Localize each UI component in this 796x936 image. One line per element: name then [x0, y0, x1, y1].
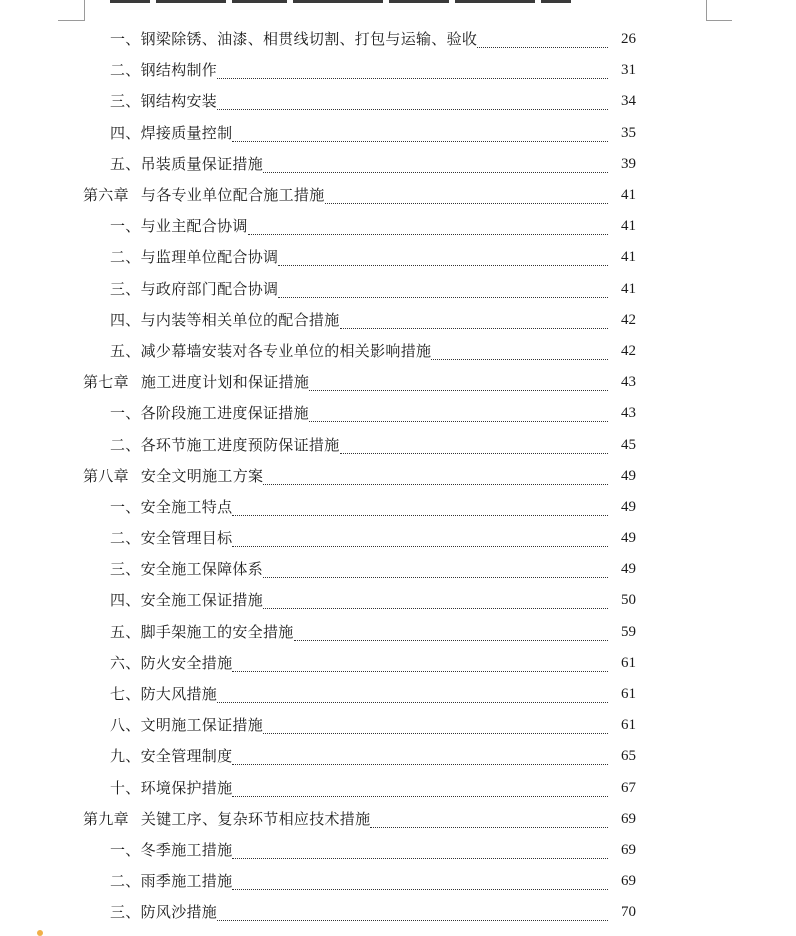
toc-dot-leader	[431, 347, 608, 360]
toc-page-number: 43	[621, 374, 636, 391]
toc-dot-leader	[309, 409, 608, 422]
toc-section-entry[interactable]	[0, 585, 796, 616]
toc-entry-label: 二、雨季施工措施	[110, 872, 233, 891]
toc-page-number: 41	[621, 218, 636, 235]
toc-entry-label: 八、文明施工保证措施	[110, 716, 264, 735]
toc-page-number: 41	[621, 187, 636, 204]
toc-section-entry[interactable]	[0, 835, 796, 866]
toc-entry-label: 一、安全施工特点	[110, 497, 233, 516]
toc-entry-label: 四、安全施工保证措施	[110, 591, 264, 610]
toc-dot-leader	[232, 129, 608, 142]
toc-entry-label: 四、焊接质量控制	[110, 123, 233, 142]
toc-page-number: 65	[621, 748, 636, 765]
toc-section-entry[interactable]	[0, 492, 796, 523]
toc-page-number: 39	[621, 155, 636, 172]
toc-page-number: 61	[621, 717, 636, 734]
toc-section-entry[interactable]	[0, 710, 796, 741]
toc-entry-label: 一、与业主配合协调	[110, 217, 248, 236]
toc-chapter-title: 与各专业单位配合施工措施	[140, 186, 325, 205]
toc-page-number: 49	[621, 498, 636, 515]
toc-section-entry[interactable]	[0, 679, 796, 710]
toc-entry-label: 三、防风沙措施	[110, 903, 218, 922]
toc-dot-leader	[294, 628, 608, 641]
toc-section-entry[interactable]	[0, 86, 796, 117]
toc-section-entry[interactable]	[0, 523, 796, 554]
toc-dot-leader	[263, 721, 608, 734]
toc-page-number: 69	[621, 873, 636, 890]
toc-dot-leader	[263, 160, 608, 173]
toc-entry-label	[83, 466, 264, 485]
toc-entry-label: 三、与政府部门配合协调	[110, 279, 279, 298]
toc-dot-leader	[278, 285, 608, 298]
toc-dot-leader	[263, 472, 608, 485]
toc-entry-label: 三、钢结构安装	[110, 92, 218, 111]
toc-chapter-entry[interactable]	[0, 804, 796, 835]
toc-section-entry[interactable]	[0, 242, 796, 273]
toc-page-number: 61	[621, 686, 636, 703]
toc-page-number: 50	[621, 592, 636, 609]
toc-page-number: 31	[621, 62, 636, 79]
toc-section-entry[interactable]	[0, 149, 796, 180]
toc-entry-label: 四、与内装等相关单位的配合措施	[110, 310, 340, 329]
toc-page-number: 67	[621, 779, 636, 796]
toc-section-entry[interactable]	[0, 55, 796, 86]
toc-dot-leader	[232, 877, 608, 890]
toc-entry-label: 六、防火安全措施	[110, 653, 233, 672]
toc-section-entry[interactable]	[0, 211, 796, 242]
toc-dot-leader	[278, 253, 608, 266]
toc-chapter-entry[interactable]	[0, 367, 796, 398]
toc-chapter-title: 施工进度计划和保证措施	[140, 373, 310, 392]
toc-dot-leader	[477, 35, 608, 48]
margin-mark-top-left-vertical	[84, 0, 85, 21]
toc-entry-label	[83, 375, 309, 390]
toc-entry-label: 三、安全施工保障体系	[110, 560, 264, 579]
toc-dot-leader	[232, 752, 608, 765]
toc-section-entry[interactable]	[0, 274, 796, 305]
margin-mark-top-right-vertical	[706, 0, 707, 21]
toc-entry-label: 二、钢结构制作	[110, 61, 218, 80]
toc-page-number: 49	[621, 561, 636, 578]
toc-dot-leader	[217, 690, 608, 703]
toc-page-number: 49	[621, 467, 636, 484]
toc-page-number: 34	[621, 93, 636, 110]
toc-dot-leader	[263, 565, 608, 578]
toc-page-number: 35	[621, 124, 636, 141]
toc-section-entry[interactable]	[0, 897, 796, 928]
toc-section-entry[interactable]	[0, 741, 796, 772]
table-of-contents	[0, 24, 796, 928]
toc-section-entry[interactable]	[0, 866, 796, 897]
toc-entry-label: 二、各环节施工进度预防保证措施	[110, 435, 340, 454]
toc-dot-leader	[325, 191, 608, 204]
toc-section-entry[interactable]	[0, 305, 796, 336]
toc-page-number: 59	[621, 623, 636, 640]
toc-section-entry[interactable]	[0, 429, 796, 460]
toc-section-entry[interactable]	[0, 336, 796, 367]
toc-entry-label: 五、脚手架施工的安全措施	[110, 622, 294, 641]
toc-dot-leader	[232, 534, 608, 547]
toc-page-number: 70	[621, 904, 636, 921]
margin-mark-top-left	[58, 20, 84, 21]
toc-dot-leader	[217, 97, 608, 110]
toc-section-entry[interactable]	[0, 118, 796, 149]
toc-page-number: 69	[621, 841, 636, 858]
toc-section-entry[interactable]	[0, 398, 796, 429]
toc-chapter-title: 关键工序、复杂环节相应技术措施	[140, 809, 371, 828]
toc-entry-label: 一、冬季施工措施	[110, 840, 233, 859]
toc-entry-label: 二、安全管理目标	[110, 529, 233, 548]
toc-entry-label: 五、减少幕墙安装对各专业单位的相关影响措施	[110, 341, 432, 360]
toc-chapter-number: 第七章	[83, 373, 129, 392]
toc-entry-label	[83, 809, 371, 828]
toc-page-number: 42	[621, 342, 636, 359]
toc-section-entry[interactable]	[0, 773, 796, 804]
cut-off-header-line	[110, 0, 590, 4]
toc-entry-label: 九、安全管理制度	[110, 747, 233, 766]
toc-dot-leader	[232, 659, 608, 672]
toc-page-number: 42	[621, 311, 636, 328]
toc-section-entry[interactable]	[0, 648, 796, 679]
toc-entry-label: 五、吊装质量保证措施	[110, 154, 264, 173]
toc-chapter-number: 第六章	[83, 186, 129, 205]
toc-page-number: 43	[621, 405, 636, 422]
toc-section-entry[interactable]	[0, 617, 796, 648]
toc-chapter-entry[interactable]	[0, 461, 796, 492]
toc-entry-label: 十、环境保护措施	[110, 778, 233, 797]
toc-entry-label: 七、防大风措施	[110, 685, 218, 704]
toc-dot-leader	[340, 316, 608, 329]
toc-chapter-entry[interactable]	[0, 180, 796, 211]
toc-dot-leader	[309, 378, 608, 391]
margin-mark-top-right	[706, 20, 732, 21]
toc-section-entry[interactable]	[0, 24, 796, 55]
toc-page-number: 41	[621, 280, 636, 297]
toc-dot-leader	[232, 503, 608, 516]
toc-dot-leader	[263, 596, 608, 609]
toc-page-number: 41	[621, 249, 636, 266]
toc-chapter-title: 安全文明施工方案	[140, 466, 264, 485]
toc-page-number: 49	[621, 530, 636, 547]
toc-page-number: 69	[621, 810, 636, 827]
toc-chapter-number: 第八章	[83, 466, 129, 485]
toc-section-entry[interactable]	[0, 554, 796, 585]
toc-page-number: 45	[621, 436, 636, 453]
toc-entry-label: 一、各阶段施工进度保证措施	[110, 404, 309, 423]
toc-entry-label	[83, 188, 325, 203]
toc-page-number: 26	[621, 31, 636, 48]
toc-dot-leader	[232, 846, 608, 859]
toc-dot-leader	[217, 908, 608, 921]
toc-entry-label: 二、与监理单位配合协调	[110, 248, 279, 267]
toc-dot-leader	[217, 66, 608, 79]
toc-dot-leader	[248, 222, 608, 235]
toc-dot-leader	[232, 784, 608, 797]
toc-page-number: 61	[621, 654, 636, 671]
toc-dot-leader	[340, 441, 608, 454]
toc-chapter-number: 第九章	[83, 809, 129, 828]
toc-dot-leader	[370, 815, 608, 828]
page-corner-marker	[37, 930, 43, 936]
toc-entry-label: 一、钢梁除锈、油漆、相贯线切割、打包与运输、验收	[110, 30, 478, 49]
